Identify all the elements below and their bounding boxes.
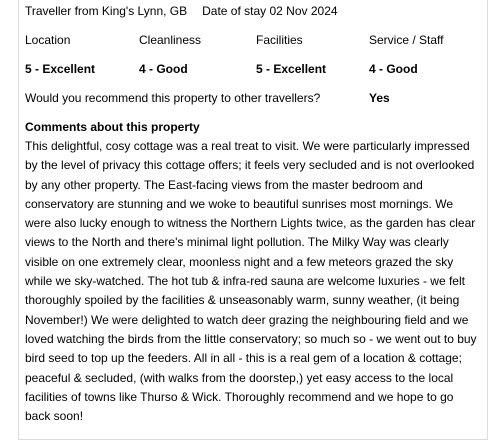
comments-title: Comments about this property xyxy=(25,120,200,134)
rating-category-service-staff: Service / Staff xyxy=(369,33,444,47)
recommend-answer: Yes xyxy=(369,91,390,105)
date-of-stay: Date of stay 02 Nov 2024 xyxy=(202,4,338,18)
rating-category-facilities: Facilities xyxy=(256,33,303,47)
rating-score-cleanliness: 4 - Good xyxy=(139,62,188,76)
rating-score-location: 5 - Excellent xyxy=(25,62,96,76)
recommend-question: Would you recommend this property to other travellers? xyxy=(25,91,321,105)
rating-category-cleanliness: Cleanliness xyxy=(139,33,202,47)
reviewer-origin: Traveller from King's Lynn, GB xyxy=(25,4,188,18)
rating-score-service-staff: 4 - Good xyxy=(369,62,418,76)
reviewer-header xyxy=(25,4,338,18)
rating-score-facilities: 5 - Excellent xyxy=(256,62,327,76)
recommend-row xyxy=(25,91,485,105)
rating-category-location: Location xyxy=(25,33,71,47)
rating-categories xyxy=(25,33,485,49)
comments-body: This delightful, cosy cottage was a real treat to visit. We were particularly impressed by the level of privacy this cottage offers; it feels very secluded and is not overlooked by any other property. The East-facing views from the master bedroom and conservatory are stunning and we woke to beautiful sunrises most mornings. We were also lucky enough to witness the Northern Lights twice, as the garden has clear views to the North and there's minimal light pollution. The Milky Way was clearly visible on one extremely clear, moonless night and a few meteors grazed the sky while we sky-watched. The hot tub & infra-red sauna are welcome luxuries - we felt thoroughly spoiled by the facilities & unseasonably warm, sunny weather, (it being November!) We were delighted to watch deer grazing the neighbouring field and we loved watching the birds from the little conservatory; so much so - we went out to buy bird seed to top up the feeders. All in all - this is a real gem of a location & cottage; peaceful & secluded, (with walks from the doorstep,) yet easy access to the local facilities of towns like Thurso & Wick. Thoroughly recommend and we hope to go back soon! xyxy=(25,139,477,424)
rating-scores xyxy=(25,62,485,78)
